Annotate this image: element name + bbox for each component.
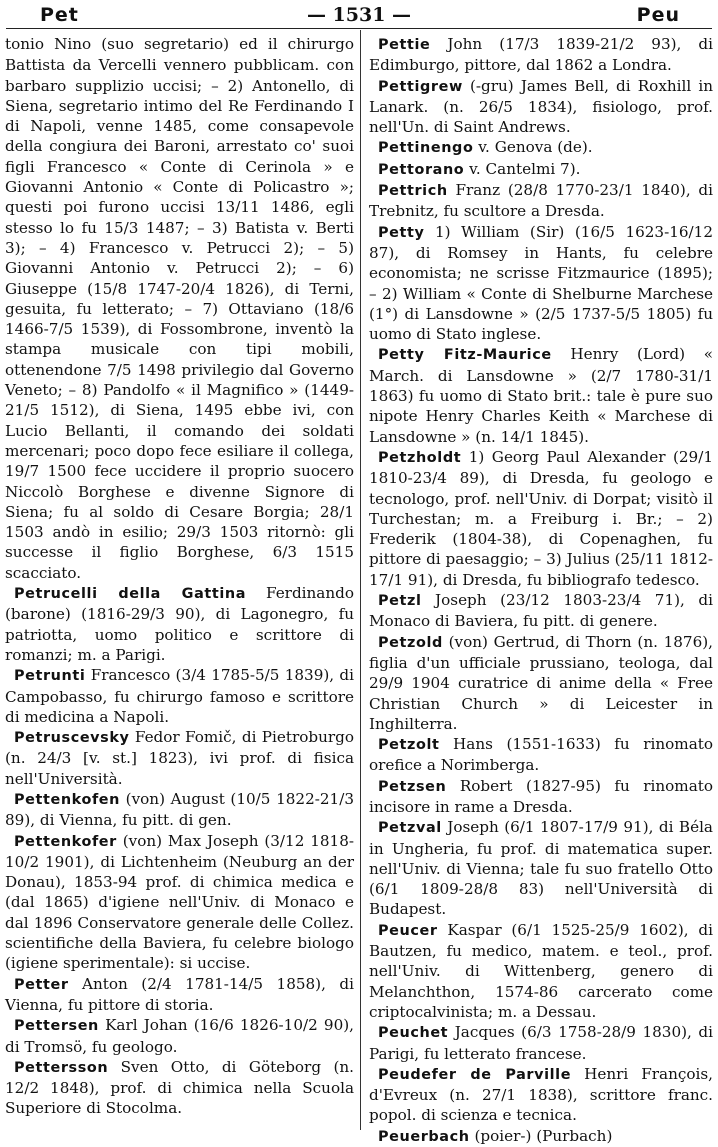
entry-headword: Pettenkofer (14, 833, 117, 850)
dictionary-entry (5, 34, 354, 583)
entry-text: Ferdinando (barone) (1816-29/3 90), di Lagonegro, fu patriotta, uomo politico e scrittore di romanzi; m. a Parigi. (5, 584, 355, 664)
entry-headword: Peucer (378, 922, 438, 939)
entry-text: Henri François, d'Evreux (n. 27/1 1838), scrittore franc. popol. di scienza e tecnica. (369, 1064, 713, 1125)
dictionary-entry (369, 76, 713, 138)
entry-text: 1) William (Sir) (16/5 1623-16/12 87), di Romsey in Hants, fu celebre economista; ne scrisse Fitzmaurice (1895); – 2) William « Conte di Shelburne Marchese (1°) di Lansdowne » (2/5 1737-5/5 1805) fu uomo di Stato inglese. (369, 222, 713, 344)
entry-headword: Petzold (378, 634, 443, 651)
dictionary-entry (369, 159, 713, 180)
entry-text: (poier-) (Purbach) (474, 1126, 613, 1145)
entry-text: (von) Gertrud, di Thorn (n. 1876), figlia d'un ufficiale prussiano, teologa, dal 29/9 1904 curatrice di anime della « Free Christian Church » di Leicester in Inghilterra. (369, 632, 714, 733)
header-last-word: Peu (636, 4, 680, 26)
entry-headword: Petruscevsky (14, 730, 130, 747)
entry-headword: Pettenkofen (14, 791, 121, 808)
dictionary-entry (5, 1057, 354, 1119)
entry-text: Henry (Lord) « March. di Lansdowne » (2/7 1780-31/1 1863) fu uomo di Stato brit.: tale è pure suo nipote Henry Charles Keith « Marchese di Lansdowne » (n. 14/1 1845). (369, 345, 714, 446)
entry-headword: Petrunti (14, 668, 86, 685)
entry-text: Joseph (6/1 1807-17/9 91), di Béla in Ungheria, fu prof. di matematica super. nell'Univ. di Vienna; tale fu suo fratello Otto (6/1 1809-28/8 83) nell'Università di Budapest. (369, 818, 713, 919)
column-divider (360, 30, 361, 1130)
entry-text: Sven Otto, di Göteborg (n. 12/2 1848), prof. di chimica nella Scuola Superiore di Stocolma. (5, 1057, 354, 1118)
entry-text: v. Genova (de). (478, 138, 593, 157)
dictionary-entry (369, 34, 713, 76)
dictionary-entry (369, 817, 713, 919)
dictionary-entry (5, 727, 354, 789)
dictionary-entry (369, 776, 713, 818)
entry-headword: Peuerbach (378, 1128, 470, 1145)
dictionary-entry (369, 447, 713, 590)
dictionary-entry (5, 789, 354, 831)
dictionary-entry (5, 831, 354, 974)
entry-headword: Peudefer de Parville (378, 1066, 572, 1083)
entry-headword: Petty Fitz-Maurice (378, 347, 552, 364)
dictionary-entry (369, 137, 713, 158)
entry-headword: Pettie (378, 37, 431, 53)
entry-headword: Petter (14, 976, 69, 993)
entry-text: John (17/3 1839-21/2 93), di Edimburgo, pittore, dal 1862 a Londra. (369, 35, 714, 75)
dictionary-entry (5, 583, 354, 665)
entry-headword: Pettersen (14, 1018, 99, 1035)
entry-text: Jacques (6/3 1758-28/9 1830), di Parigi, fu letterato francese. (369, 1023, 713, 1063)
dictionary-entry (369, 734, 713, 776)
entry-headword: Petzl (378, 593, 422, 610)
entry-headword: Petzval (378, 820, 442, 837)
dictionary-entry (369, 920, 713, 1022)
dictionary-entry (369, 180, 713, 222)
entry-text: v. Cantelmi 7). (469, 159, 581, 178)
entry-headword: Petty (378, 224, 425, 241)
entry-text: (-gru) James Bell, di Roxhill in Lanark. (n. 26/5 1834), fisiologo, prof. nell'Un. di Saint Andrews. (369, 76, 713, 137)
dictionary-entry (369, 344, 713, 446)
entry-text: Fedor Fomič, di Pietroburgo (n. 24/3 [v. st.] 1823), ivi prof. di fisica nell'Università. (5, 728, 355, 788)
entry-headword: Pettinengo (378, 140, 474, 157)
dictionary-entry (5, 665, 354, 727)
page-number: — 1531 — (306, 4, 412, 26)
dictionary-entry (369, 1022, 713, 1064)
dictionary-entry (5, 974, 354, 1016)
dictionary-entry (369, 222, 713, 345)
entry-headword: Petrucelli della Gattina (14, 586, 247, 603)
entry-text: Robert (1827-95) fu rinomato incisore in rame a Dresda. (369, 776, 714, 816)
entry-text: Kaspar (6/1 1525-25/9 1602), di Bautzen, fu medico, matem. e teol., prof. nell'Univ. di Wittenberg, genero di Melanchthon, 1574-86 carcerato come criptocalvinista; m. a Dessau. (369, 920, 713, 1021)
header-first-word: Pet (40, 4, 79, 26)
entry-text: Franz (28/8 1770-23/1 1840), di Trebnitz, fu scultore a Dresda. (369, 181, 713, 221)
entry-headword: Peuchet (378, 1025, 449, 1042)
entry-text: Joseph (23/12 1803-23/4 71), di Monaco di Baviera, fu pitt. di genere. (369, 591, 713, 631)
entry-text: Anton (2/4 1781-14/5 1858), di Vienna, fu pittore di storia. (5, 974, 355, 1014)
entry-headword: Pettigrew (378, 78, 463, 95)
entry-text: Karl Johan (16/6 1826-10/2 90), di Tromsö, fu geologo. (5, 1016, 354, 1056)
entry-headword: Petzsen (378, 778, 447, 795)
entry-text: 1) Georg Paul Alexander (29/1 1810-23/4 89), di Dresda, fu geologo e tecnologo, prof. nell'Univ. di Dorpat; visitò il Turchestan; m. a Freiburg i. Br.; – 2) Frederik (1804-38), di Copenaghen, fu pittore di paesaggio; – 3) Julius (25/11 1812-17/1 91), di Dresda, fu bibliografo tedesco. (369, 447, 713, 589)
dictionary-entry (369, 632, 713, 734)
entry-text: (von) Max Joseph (3/12 1818-10/2 1901), di Lichtenheim (Neuburg an der Donau), 1853-94 prof. di chimica medica e (dal 1865) d'igiene nell'Univ. di Monaco e dal 1896 Conservatore generale delle Collez. scientifiche della Baviera, fu celebre biologo (igiene sperimentale): si uccise. (5, 831, 354, 973)
right-column (369, 34, 714, 1145)
entry-headword: Pettrich (378, 183, 448, 200)
entry-text: tonio Nino (suo segretario) ed il chirurgo Battista da Vercelli vennero pubblicam. con barbaro supplizio uccisi; – 2) Antonello, di Siena, segretario intimo del Re Ferdinando I di Napoli, venne 1485, come consapevole della congiura dei Baroni, arrestato co' suoi figli Francesco « Conte di Cerinola » e Giovanni Antonio « Conte di Policastro »; questi poi furono uccisi 13/11 1486, egli stesso lo fu 15/3 1487; – 3) Batista v. Berti 3); – 4) Francesco v. Petrucci 2); – 5) Giovanni Antonio v. Petrucci 2); – 6) Giuseppe (15/8 1747-20/4 1826), di Terni, gesuita, fu letterato; – 7) Ottaviano (18/6 1466-7/5 1539), di Fossombrone, inventò la stampa musicale con tipi mobili, ottenendone 7/5 1498 privilegio dal Governo Veneto; – 8) Pandolfo « il Magnifico » (1449-21/5 1512), di Siena, 1495 ebbe ivi, con Lucio Bellanti, il comando dei soldati mercenari; poco dopo fece esiliare il collega, 19/7 1500 fece uccidere il proprio suocero Niccolò Borghese e divenne Signore di Siena; fu al soldo di Cesare Borgia; 28/1 1503 andò in esilio; 29/3 1503 ritornò: gli successe il figlio Borghese, 6/3 1515 scacciato. (5, 35, 354, 582)
dictionary-entry (369, 1064, 713, 1126)
entry-headword: Petzolt (378, 737, 440, 754)
entry-text: Francesco (3/4 1785-5/5 1839), di Campobasso, fu chirurgo famoso e scrittore di medicina a Napoli. (5, 666, 354, 726)
running-header (6, 2, 712, 29)
dictionary-entry (369, 1126, 713, 1147)
entry-text: Hans (1551-1633) fu rinomato orefice a Norimberga. (369, 735, 714, 775)
entry-headword: Pettorano (378, 161, 465, 178)
entry-headword: Petzholdt (378, 449, 462, 466)
left-column (5, 34, 354, 1132)
entry-headword: Pettersson (14, 1059, 109, 1076)
dictionary-entry (5, 1015, 354, 1057)
entry-text: (von) August (10/5 1822-21/3 89), di Vienna, fu pitt. di gen. (5, 789, 354, 830)
dictionary-entry (369, 590, 713, 632)
